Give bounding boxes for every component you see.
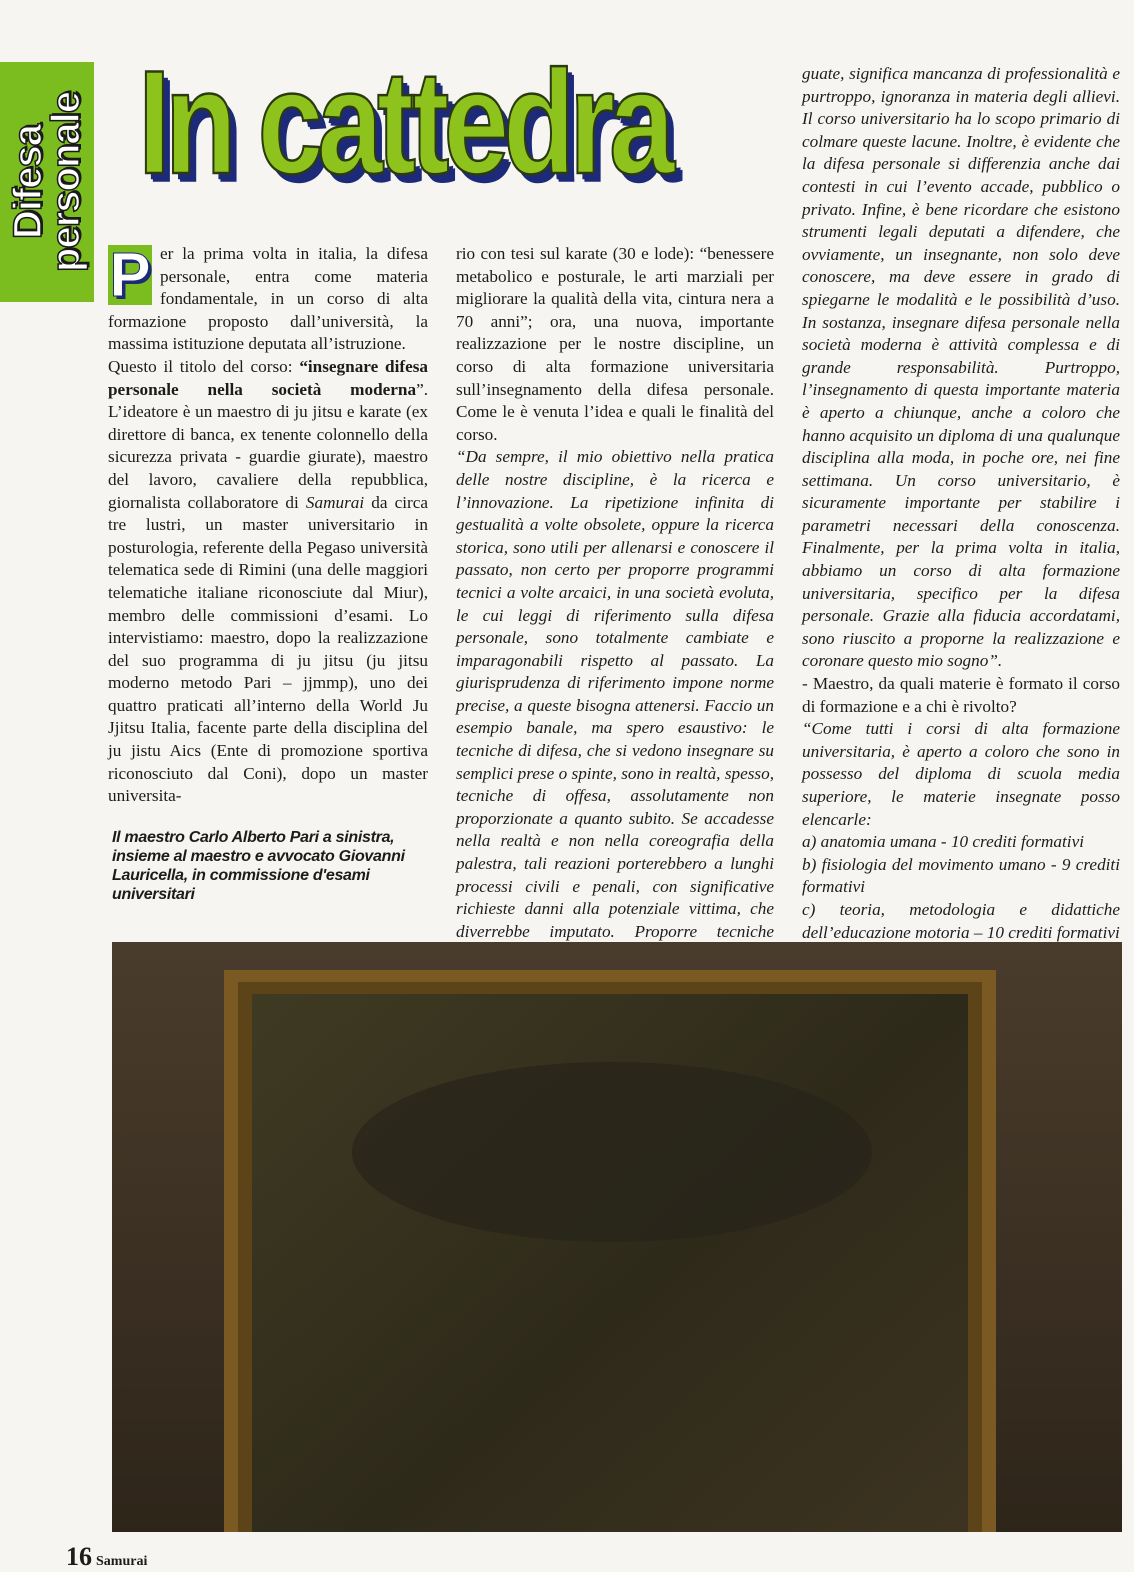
article-column-2 [456, 243, 774, 966]
section-label-line1: Difesa [6, 124, 50, 240]
question-paragraph: rio con tesi sul karate (30 e lode): “benessere metabolico e posturale, le arti marziali per migliorare la qualità della vita, cintura nera a 70 anni”; ora, una nuova, importante realizzazione per le nostre discipline, un corso di alta formazione universitaria sull’insegnamento della difesa personale. Come le è venuta l’idea e quali le finalità del corso. [456, 244, 774, 444]
page-number: 16 [66, 1542, 92, 1571]
subject-item: a) anatomia umana - 10 crediti formativi [802, 832, 1084, 852]
event-photo [112, 942, 1122, 1532]
course-paragraph: Questo il titolo del corso: “insegnare difesa personale nella società moderna”. L’ideatore è un maestro di ju jitsu e karate (ex direttore di banca, ex tenente colonnello della sicurezza privata - guardie giurate), maestro del lavoro, cavaliere della repubblica, giornalista collaboratore di Samurai da circa tre lustri, un master universitario in posturologia, referente della Pegaso università telematica sede di Rimini (una delle maggiori telematiche italiane riconosciute dal Miur), membro delle commissioni d’esami. Lo intervistiamo: maestro, dopo la realizzazione del suo programma di ju jitsu (ju jitsu moderno metodo Pari – jjmmp), uno dei quattro praticati all’interno della World Ju Jjitsu Italia, facente parte della disciplina del ju jistu Aics (Ente di promozione sportiva riconosciuto dal Coni), dopo un master universita- [108, 356, 428, 806]
subject-item: b) fisiologia del movimento umano - 9 crediti formativi [802, 854, 1120, 897]
drop-cap: P [109, 241, 151, 310]
intro-paragraph: er la prima volta in italia, la difesa personale, entra come materia fondamentale, in un corso di alta formazione proposto dall’università, la massima istituzione deputata all’istruzione. [108, 244, 428, 354]
magazine-mention: Samurai [305, 492, 365, 512]
section-label-line2: personale [44, 92, 88, 272]
question-2: - Maestro, da quali materie è formato il corso di formazione e a chi è rivolto? [802, 674, 1120, 716]
answer-paragraph: “Da sempre, il mio obiettivo nella pratica delle nostre discipline, è la ricerca e l’innovazione. La ripetizione infinita di gestualità a volte obsolete, oppure la ricerca storica, sono utili per allenarsi e conoscere il passato, non certo per proporre programmi tecnici a volte arcaici, in una società evoluta, le cui leggi di riferimento sulla difesa personale, sono totalmente cambiate e imparagonabili rispetto al passato. La giurisprudenza di riferimento impone norme precise, a queste bisogna attenersi. Faccio un esempio banale, ma spero esaustivo: le tecniche di difesa, che si vedono insegnare su semplici prese o spinte, sono in realtà, spesso, tecniche di offesa, assolutamente non proporzionate a quanto subito. Se accadesse nella realtà e non nella coreografia della palestra, tali reazioni porterebbero a lunghi processi civili e penali, con significative richieste danni alla potenziale vittima, che diverrebbe imputato. Proporre tecniche [456, 447, 774, 941]
painting-figures [352, 1062, 872, 1242]
section-tab [0, 62, 94, 302]
subject-item: c) teoria, metodologia e didattiche dell’educazione motoria – 10 crediti formativi [802, 899, 1120, 942]
magazine-name: Samurai [96, 1554, 148, 1569]
photo-caption: Il maestro Carlo Alberto Pari a sinistra, insieme al maestro e avvocato Giovanni Lauricella, in commissione d'esami universitari [112, 829, 405, 903]
footer [66, 1542, 147, 1572]
course-title: “insegnare difesa personale nella società moderna [108, 356, 428, 399]
article-column-1 [108, 243, 428, 808]
answer-2: “Come tutti i corsi di alta formazione universitaria, è aperto a coloro che sono in possesso del diploma di scuola media superiore, le materie insegnate posso elencarle: [802, 719, 1120, 829]
article-column-3 [802, 63, 1120, 944]
answer-continued: guate, significa mancanza di professionalità e purtroppo, ignoranza in materia degli allievi. Il corso universitario ha lo scopo primario di colmare queste lacune. Inoltre, è evidente che la difesa personale si differenzia anche dai contesti in cui l’evento accade, pubblico o privato. Infine, è bene ricordare che esistono strumenti legali deputati a difendere, che ovviamente, un insegnante, non solo deve conoscere, ma deve essere in grado di spiegarne le modalità e le possibilità d’uso. In sostanza, insegnare difesa personale nella società moderna è attività complessa e di grande responsabilità. Purtroppo, l’insegnamento di questa importante materia è aperto a chiunque, anche a coloro che hanno acquisito un diploma di una qualunque disciplina alla moda, in poche ore, nei fine settimana. Un corso universitario, è sicuramente importante per stabilire i parametri necessari della conoscenza. Finalmente, per la prima volta in italia, abbiamo un corso di alta formazione universitaria, specifico per la difesa personale. Grazie alla fiducia accordatami, sono riuscito a proporne la realizzazione e coronare questo mio sogno”. [802, 64, 1120, 671]
headline: In cattedra [138, 40, 669, 206]
